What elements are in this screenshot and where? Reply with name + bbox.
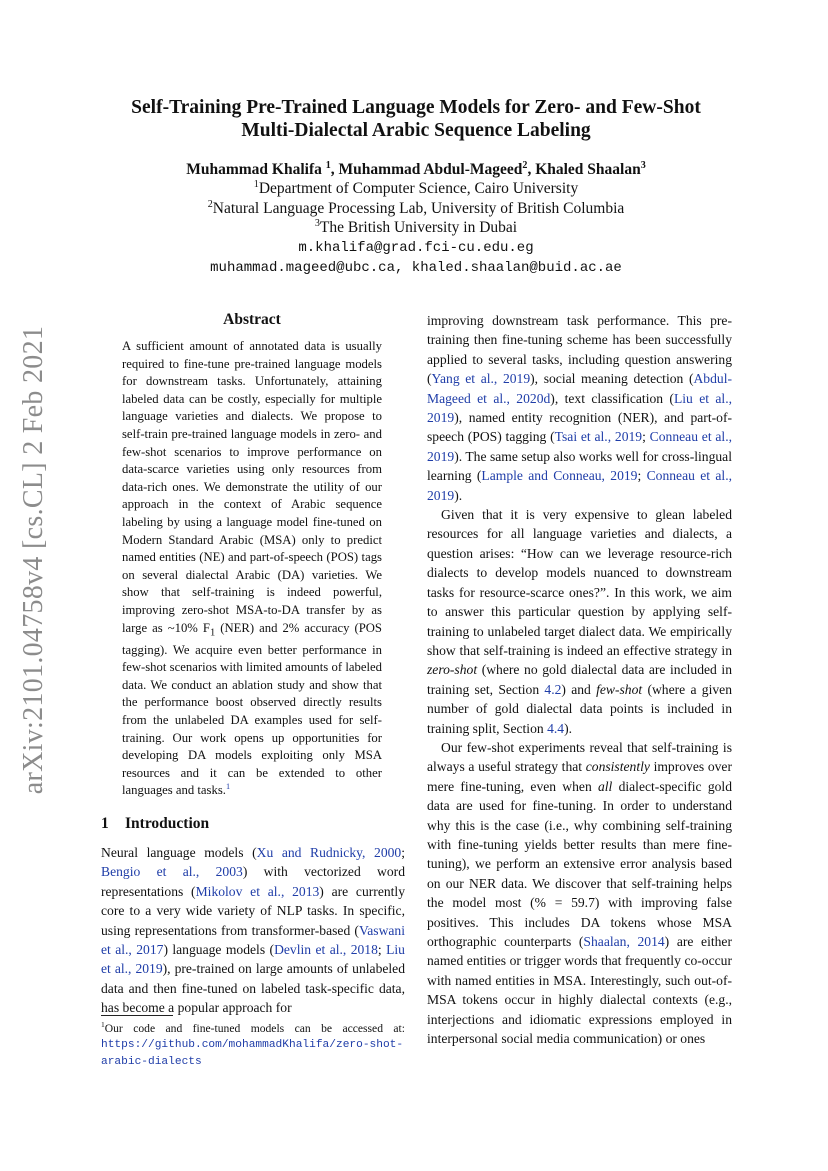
emphasis-text: all: [597, 778, 613, 794]
affiliation-mark: 1: [253, 178, 259, 190]
text-run: Our few-shot experiments reveal that self-training is always a useful strategy that: [427, 739, 732, 775]
emphasis-text: consistently: [585, 759, 650, 775]
title-line-1: Self-Training Pre-Trained Language Models for Zero- and Few-Shot: [131, 97, 701, 118]
footnote-rule: [101, 1015, 173, 1016]
author-affiliation-mark: 2: [522, 159, 528, 171]
footnote-url-link[interactable]: https://github.com/mohammadKhalifa/zero-shot-arabic-dialects: [101, 1039, 404, 1068]
paper-title: [100, 96, 732, 142]
text-run: (where no gold dialectal data are included in training set, Section: [427, 662, 732, 697]
citation-link[interactable]: Conneau et al., 2019: [427, 429, 732, 464]
text-run: ) and: [561, 681, 597, 697]
citation-link[interactable]: Yang et al., 2019: [431, 371, 531, 387]
section-title: Introduction: [125, 815, 210, 832]
citation-link[interactable]: Tsai et al., 2019: [554, 429, 643, 445]
citation-link[interactable]: Abdul-Mageed et al., 2020d: [427, 371, 732, 406]
affiliation: [100, 179, 732, 199]
paragraph: [427, 311, 732, 505]
f1-subscript: 1: [209, 627, 216, 639]
citation-link[interactable]: Mikolov et al., 2013: [195, 883, 320, 899]
citation-link[interactable]: Lample and Conneau, 2019: [481, 468, 638, 484]
abstract-heading: Abstract: [223, 311, 281, 328]
text-run: improving downstream task performance. This pre-training then fine-tuning scheme has been successfully applied to several tasks, including question answering (: [427, 313, 732, 387]
right-column-text: [427, 311, 732, 1048]
arxiv-identifier: arXiv:2101.04758v4 [cs.CL] 2 Feb 2021: [18, 325, 49, 795]
citation-link[interactable]: Devlin et al., 2018: [274, 942, 378, 958]
abstract-body: [122, 338, 382, 800]
text-run: ) with vectorized word representations (: [101, 864, 405, 899]
author-email: muhammad.mageed@ubc.ca, khaled.shaalan@buid.ac.ae: [210, 260, 622, 276]
footnote: [101, 1021, 405, 1070]
citation-link[interactable]: 4.2: [544, 681, 562, 697]
author-affiliation-mark: 1: [325, 159, 331, 171]
text-run: Given that it is very expensive to glean labeled resources for all language varieties and dialects, a question arises: “How can we leverage resource-rich dialects to develop models nuanced to downstream tasks for resource-scarce ones?”. In this work, we aim to answer this particular question by applying self-training to unlabeled target dialect data. We empirically show that self-training is indeed an effective strategy in: [427, 507, 732, 658]
text-run: ) language models (: [163, 942, 275, 958]
text-run: ).: [564, 720, 573, 736]
section-number: 1: [101, 815, 109, 832]
paragraph: [427, 738, 732, 1049]
section-heading: [101, 815, 209, 833]
affiliation-text: The British University in Dubai: [319, 219, 518, 236]
abstract-text-cont: (NER) and 2% accuracy (POS tagging). We acquire even better performance in few-shot scenarios with limited amounts of labeled data. We conduct an ablation study and show that the performance boost observed directly results from the unlabeled DA examples used for self-training. Our work opens up opportunities for developing DA models exploiting only MSA resources and it can be extended to other languages and tasks.: [122, 620, 382, 798]
text-run: Neural language models (: [101, 845, 257, 860]
abstract-text: A sufficient amount of annotated data is usually required to fine-tune pre-trained language models for downstream tasks. Unfortunately, attaining labeled data can be costly, especially for multiple language varieties and dialects. We propose to self-train pre-trained language models in zero- and few-shot scenarios to improve performance on data-scarce varieties using only resources from data-rich ones. We demonstrate the utility of our approach in the context of Arabic sequence labeling by using a language model fine-tuned on Modern Standard Arabic (MSA) only to predict named entities (NE) and part-of-speech (POS) tags on several dialectal Arabic (DA) varieties. We show that self-training is indeed powerful, improving zero-shot MSA-to-DA transfer by as large as ~10% F: [122, 339, 382, 635]
citation-link[interactable]: Liu et al., 2019: [427, 390, 732, 426]
text-run: ), social meaning detection (: [530, 371, 694, 387]
text-run: ) are currently core to a very wide variety of NLP tasks. In specific, using representations from transformer-based (: [101, 883, 405, 938]
citation-link[interactable]: Vaswani et al., 2017: [101, 922, 405, 958]
author-email: m.khalifa@grad.fci-cu.edu.eg: [298, 240, 534, 256]
left-column-text: [101, 843, 405, 1018]
author-name: Muhammad Abdul-Mageed: [338, 161, 523, 178]
citation-link[interactable]: Liu et al., 2019: [101, 942, 405, 977]
author-name: Muhammad Khalifa: [186, 161, 322, 178]
citation-link[interactable]: 4.4: [547, 720, 565, 736]
text-run: ;: [642, 429, 650, 445]
text-run: ), pre-trained on large amounts of unlabeled data and then fine-tuned on labeled task-specific data, has become a popular approach for: [101, 961, 406, 1016]
citation-link[interactable]: Bengio et al., 2003: [101, 864, 243, 880]
author-name: Khaled Shaalan: [535, 161, 641, 178]
text-run: ), named entity recognition (NER), and part-of-speech (POS) tagging (: [427, 410, 732, 445]
emphasis-text: few-shot: [596, 681, 643, 697]
text-run: improves over mere fine-tuning, even when: [427, 759, 732, 794]
footnote-mark[interactable]: 1: [225, 782, 231, 792]
affiliation-text: Natural Language Processing Lab, University of British Columbia: [212, 200, 625, 217]
author-affiliation-mark: 3: [640, 159, 646, 171]
affiliation-mark: 2: [207, 198, 213, 210]
text-run: ) are either named entities or trigger words that frequently co-occur with named entities in MSA. Interestingly, such out-of-MSA tokens occur in highly dialectal contexts (e.g., interjections and idiomatic expressions employed in interpersonal social media communication) or ones: [427, 934, 732, 1047]
title-line-2: Multi-Dialectal Arabic Sequence Labeling: [241, 120, 591, 141]
text-run: ), text classification (: [550, 390, 674, 406]
text-run: ). The same setup also works well for cross-lingual learning (: [427, 448, 732, 484]
text-run: ;: [401, 845, 405, 860]
text-run: ;: [637, 468, 647, 484]
affiliation-text: Department of Computer Science, Cairo University: [258, 180, 579, 197]
text-run: ).: [454, 487, 463, 503]
citation-link[interactable]: Shaalan, 2014: [583, 934, 665, 949]
text-run: ;: [377, 942, 387, 958]
emphasis-text: zero-shot: [427, 662, 478, 678]
text-run: dialect-specific gold data are used for fine-tuning. In order to understand why this is the case (i.e., why combining self-training with fine-tuning yields better results than mere fine-tuning), we perform an extensive error analysis based on our NER data. We discover that self-training helps the model most (% = 59.7) with improving false positives. This includes DA tokens whose MSA orthographic counterparts (: [427, 778, 732, 949]
affiliation: [100, 218, 732, 238]
footnote-text: Our code and fine-tuned models can be accessed at:: [104, 1022, 405, 1035]
author-list: [100, 160, 732, 180]
paragraph: [101, 843, 405, 1018]
citation-link[interactable]: Conneau et al., 2019: [427, 468, 733, 503]
paragraph: [427, 505, 732, 738]
footnote-number: 1: [101, 1020, 105, 1030]
author-separator: ,: [527, 161, 536, 178]
author-separator: ,: [330, 161, 339, 178]
affiliation: [100, 199, 732, 219]
affiliation-mark: 3: [314, 217, 320, 229]
citation-link[interactable]: Xu and Rudnicky, 2000: [256, 845, 402, 860]
text-run: (where a given number of gold dialectal data points is included in training split, Section: [427, 681, 732, 736]
